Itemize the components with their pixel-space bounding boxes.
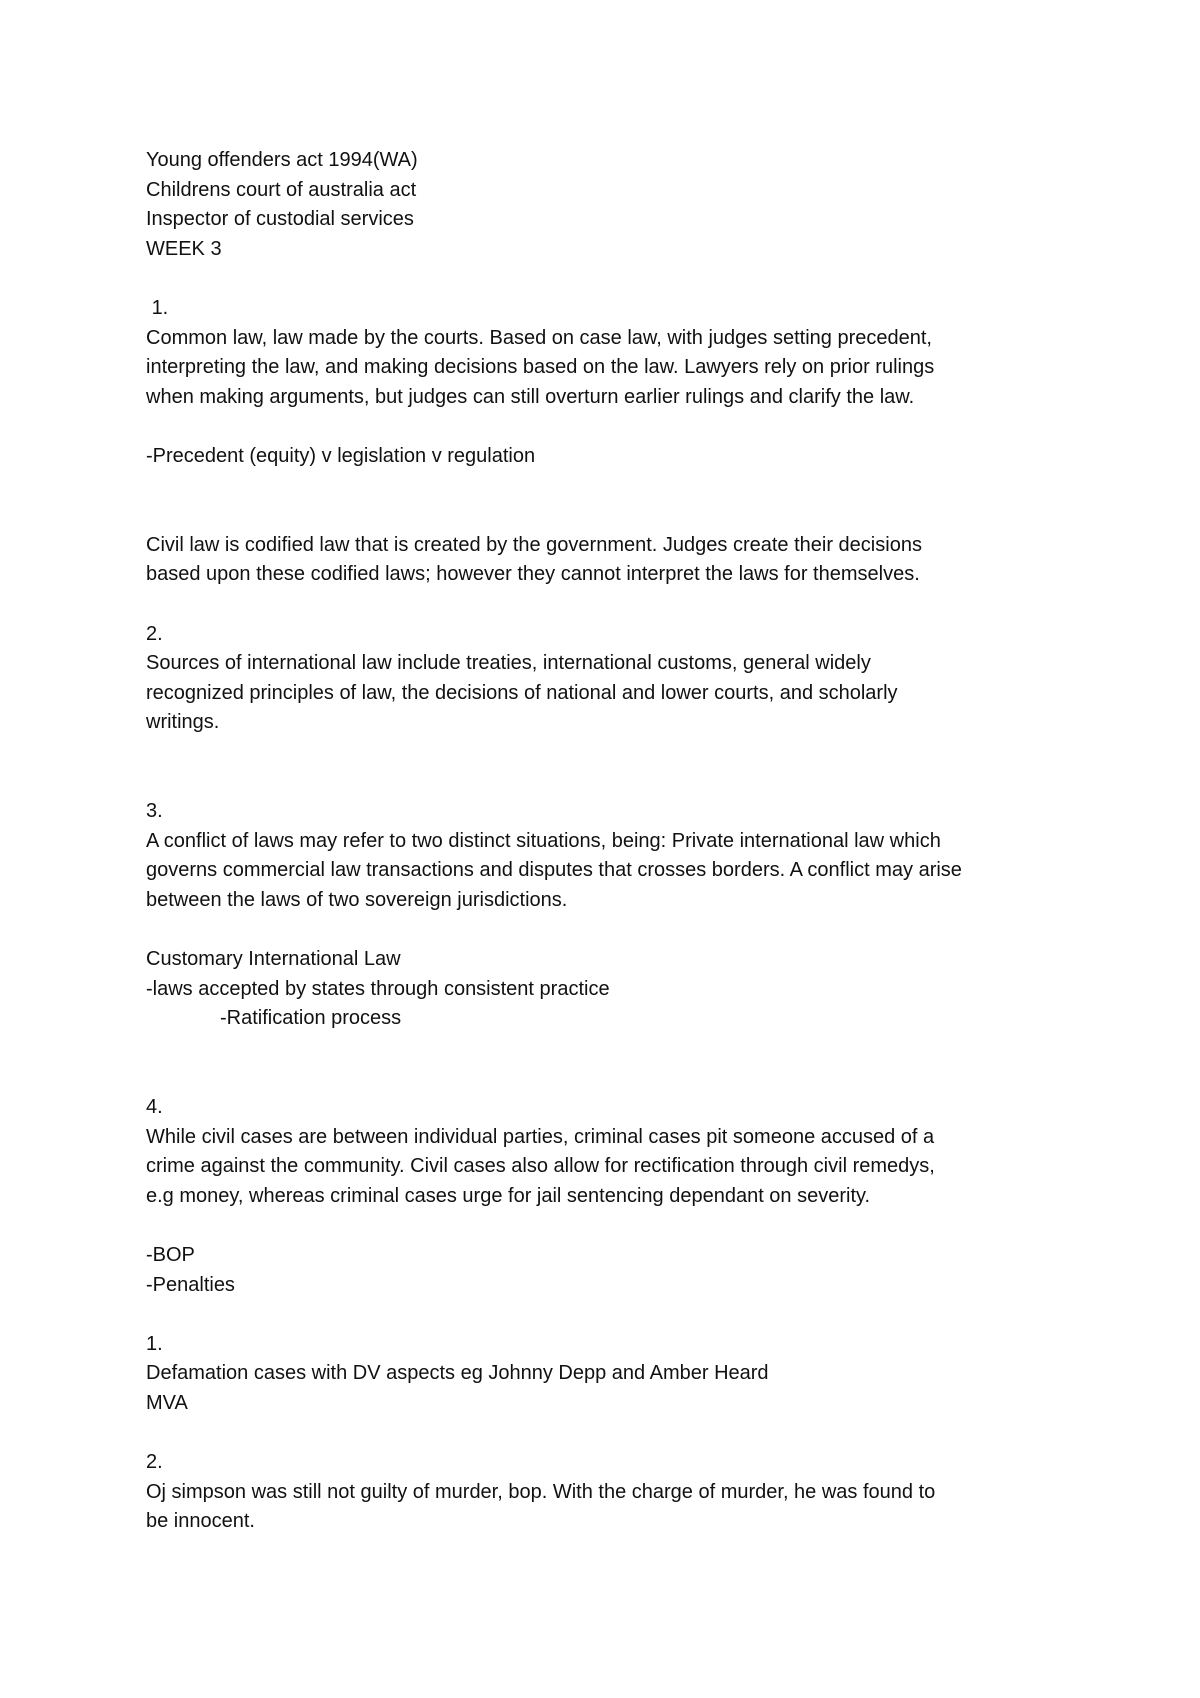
header-line: Inspector of custodial services [146, 208, 414, 231]
paragraph-line: A conflict of laws may refer to two distinct situations, being: Private international law which [146, 829, 941, 852]
paragraph-line: Civil law is codified law that is created by the government. Judges create their decisions [146, 533, 922, 556]
question-number: 1. [146, 1332, 163, 1355]
paragraph-line: Common law, law made by the courts. Based on case law, with judges setting precedent, [146, 326, 932, 349]
week-heading: WEEK 3 [146, 237, 222, 260]
paragraph-line: While civil cases are between individual parties, criminal cases pit someone accused of a [146, 1125, 935, 1148]
part2-question-2 [146, 1448, 1076, 1537]
question-1 [146, 294, 1076, 590]
header-line: Childrens court of australia act [146, 178, 417, 201]
question-number: 2. [146, 1451, 163, 1474]
paragraph-line: MVA [146, 1391, 188, 1414]
header-line: Young offenders act 1994(WA) [146, 149, 418, 171]
paragraph-line: governs commercial law transactions and disputes that crosses borders. A conflict may arise [146, 859, 962, 882]
paragraph-line: e.g money, whereas criminal cases urge for jail sentencing dependant on severity. [146, 1184, 871, 1207]
document-page [146, 146, 1076, 1537]
question-number: 4. [146, 1096, 163, 1118]
paragraph-line: crime against the community. Civil cases also allow for rectification through civil remedys, [146, 1155, 935, 1178]
paragraph-line: when making arguments, but judges can still overturn earlier rulings and clarify the law. [146, 385, 915, 408]
paragraph-line: writings. [146, 711, 220, 734]
paragraph-line: recognized principles of law, the decisions of national and lower courts, and scholarly [146, 681, 898, 704]
question-4 [146, 1093, 1076, 1300]
note-line: -Precedent (equity) v legislation v regulation [146, 444, 536, 467]
indented-note-line: -Ratification process [220, 1007, 402, 1030]
question-number: 2. [146, 622, 163, 645]
paragraph-line: interpreting the law, and making decisions based on the law. Lawyers rely on prior rulings [146, 356, 935, 379]
paragraph-line: Oj simpson was still not guilty of murder, bop. With the charge of murder, he was found to [146, 1480, 936, 1503]
paragraph-line: Sources of international law include treaties, international customs, general widely [146, 652, 871, 675]
paragraph-line: between the laws of two sovereign jurisdictions. [146, 888, 568, 911]
paragraph-line: be innocent. [146, 1510, 255, 1533]
note-line: -Penalties [146, 1273, 235, 1296]
paragraph-line: based upon these codified laws; however they cannot interpret the laws for themselves. [146, 563, 920, 586]
question-3 [146, 797, 1076, 1034]
part2-question-1 [146, 1330, 1076, 1419]
note-line: -BOP [146, 1243, 195, 1266]
paragraph-line: Defamation cases with DV aspects eg Johnny Depp and Amber Heard [146, 1362, 769, 1385]
header-block [146, 146, 1076, 264]
note-line: -laws accepted by states through consistent practice [146, 977, 610, 1000]
question-2 [146, 620, 1076, 738]
question-number: 3. [146, 800, 163, 823]
question-number: 1. [146, 296, 169, 319]
subheading: Customary International Law [146, 948, 401, 971]
